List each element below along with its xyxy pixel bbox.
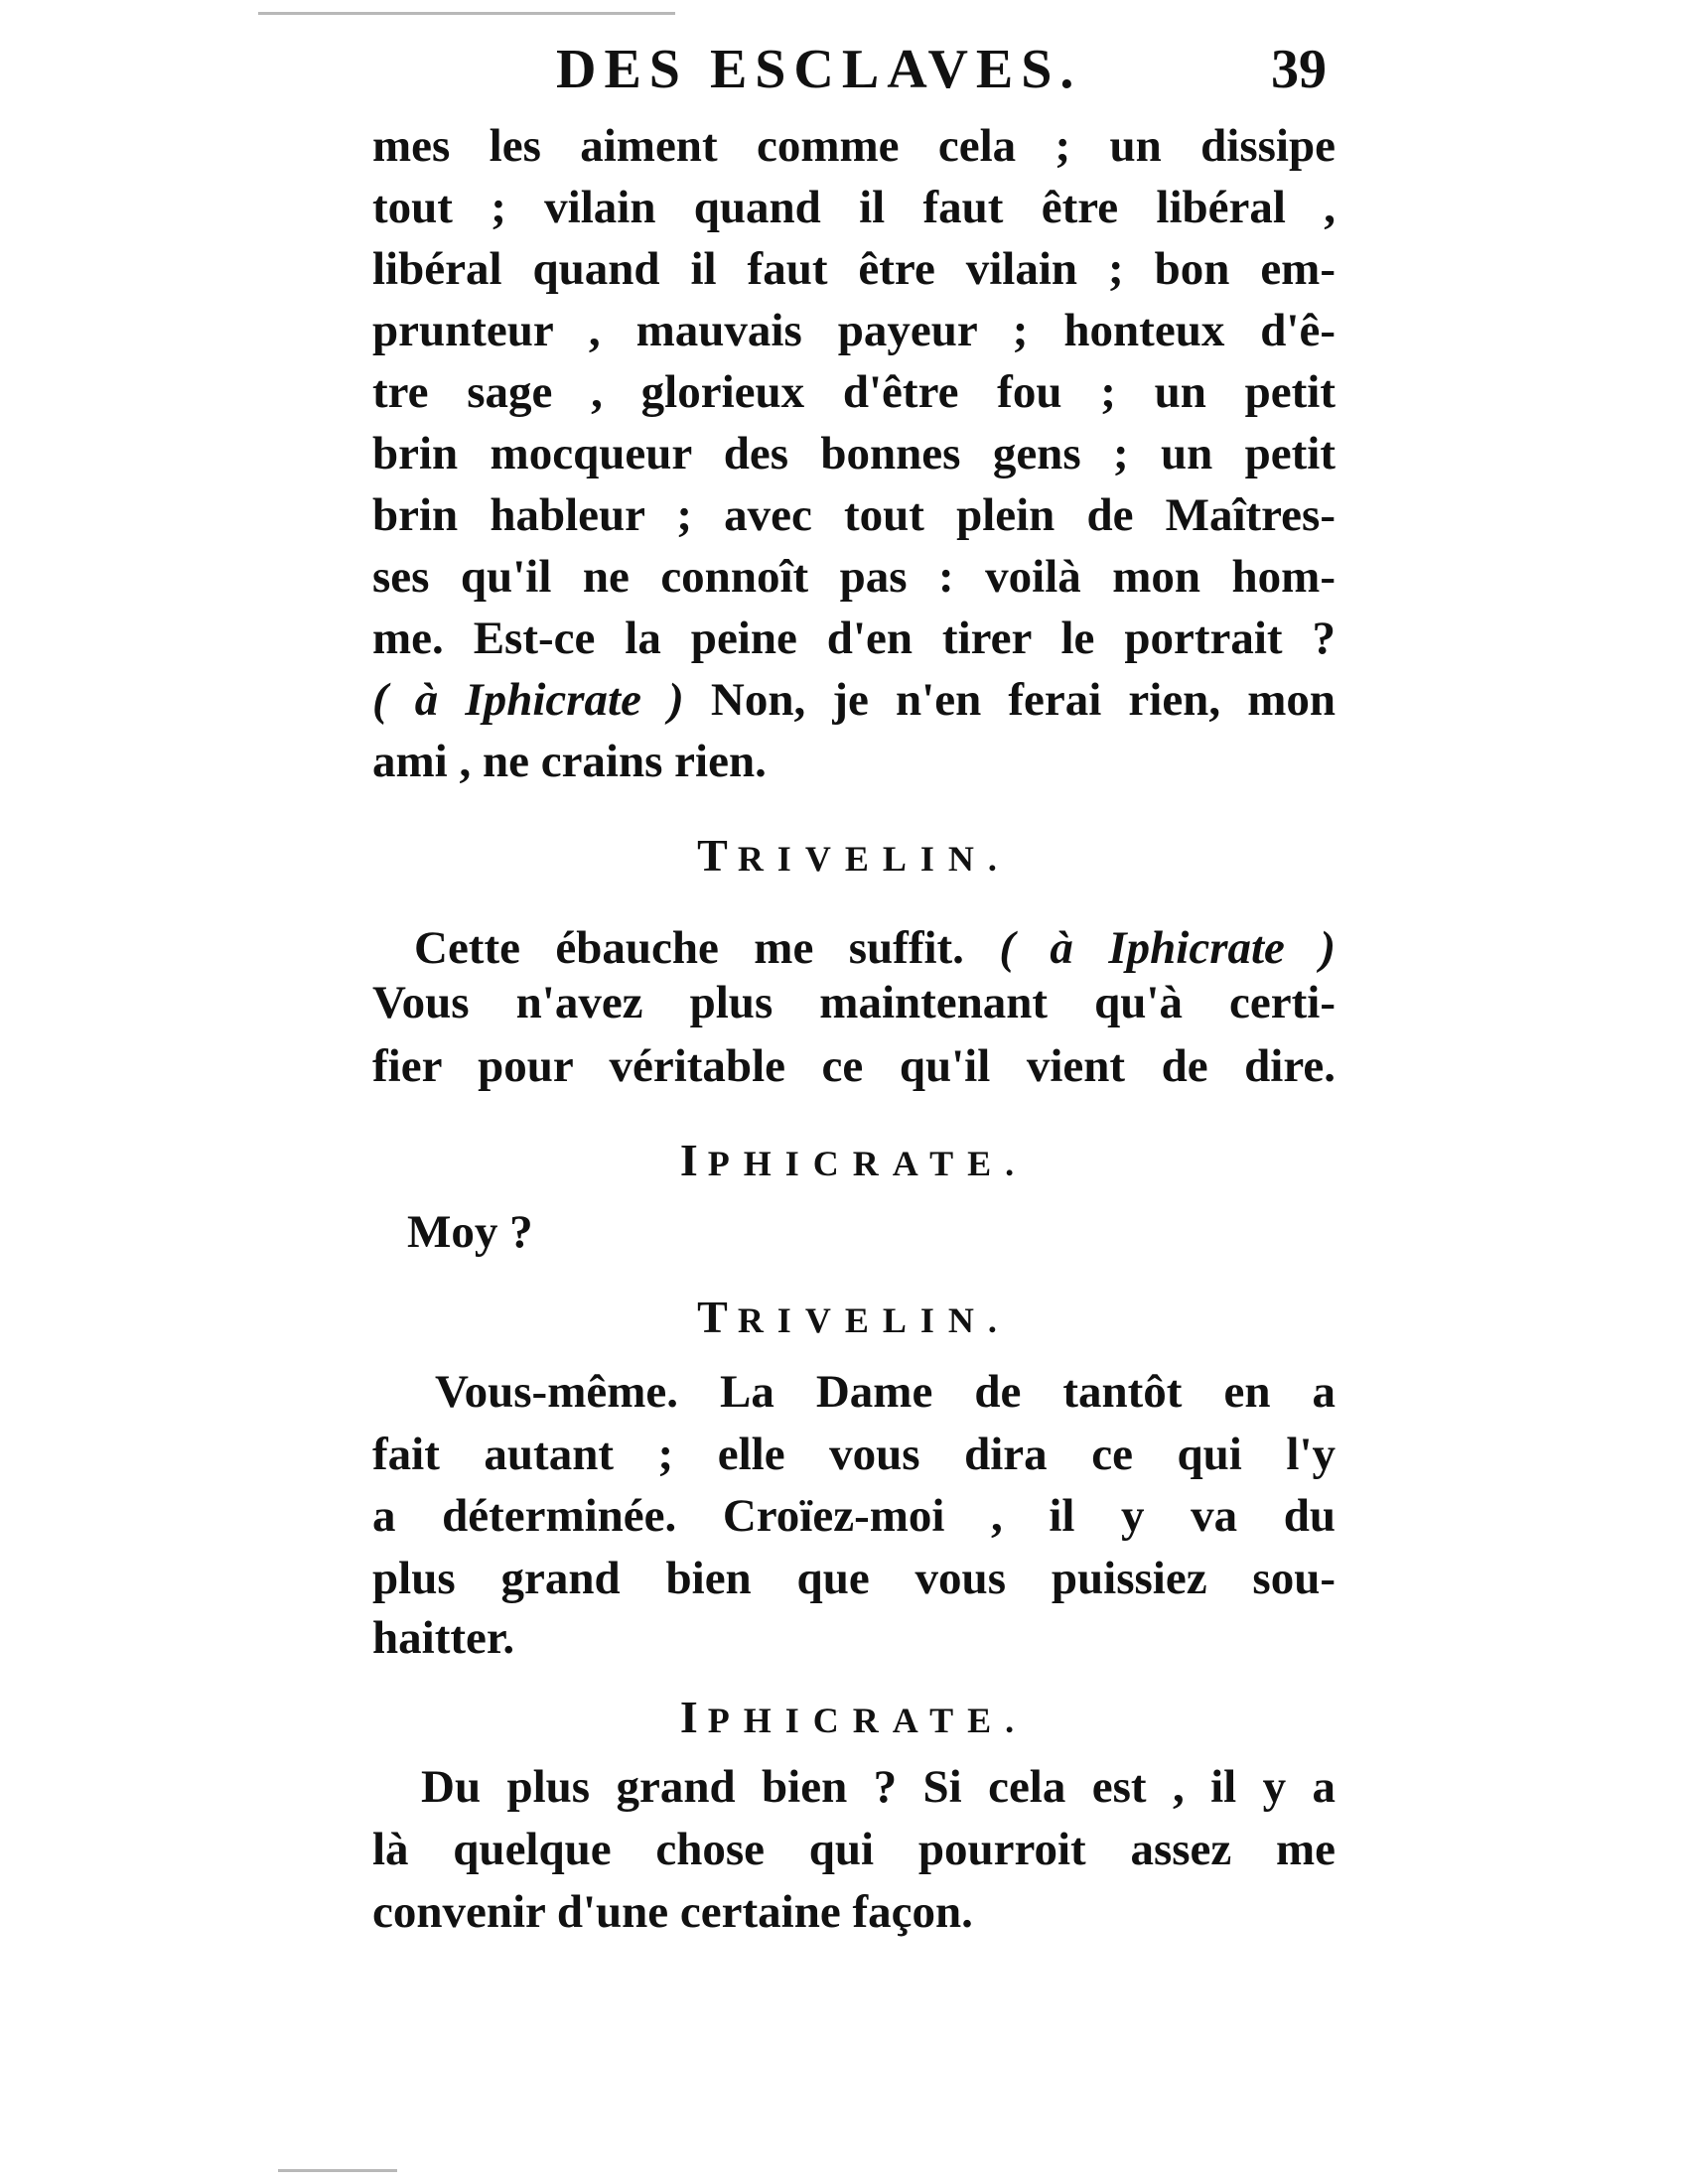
speaker-heading: TRIVELIN. bbox=[697, 1292, 1011, 1342]
text-line: a déterminée. Croïez-moi , il y va du bbox=[372, 1490, 1336, 1542]
speaker-heading: IPHICRATE. bbox=[679, 1692, 1029, 1742]
text-line: ses qu'il ne connoît pas : voilà mon hom- bbox=[372, 551, 1336, 603]
text-line: Du plus grand bien ? Si cela est , il y a bbox=[421, 1761, 1336, 1813]
text-line: haitter. bbox=[372, 1612, 515, 1664]
text-line: me. Est-ce la peine d'en tirer le portrait ? bbox=[372, 613, 1336, 664]
text-line: fier pour véritable ce qu'il vient de dire. bbox=[372, 1040, 1336, 1092]
text-line: mes les aiment comme cela ; un dissipe bbox=[372, 120, 1336, 172]
text-line: brin mocqueur des bonnes gens ; un petit bbox=[372, 428, 1336, 479]
text-line: convenir d'une certaine façon. bbox=[372, 1886, 973, 1938]
speaker-heading: TRIVELIN. bbox=[697, 830, 1011, 881]
text-line: là quelque chose qui pourroit assez me bbox=[372, 1824, 1336, 1875]
text-fragment: Non, je n'en ferai rien, mon bbox=[710, 674, 1336, 726]
stage-direction: ( à Iphicrate ) bbox=[372, 674, 684, 726]
text-line: Moy ? bbox=[407, 1206, 533, 1258]
text-line: tre sage , glorieux d'être fou ; un petit bbox=[372, 366, 1336, 418]
text-line: ami , ne crains rien. bbox=[372, 736, 767, 787]
text-line bbox=[372, 672, 1336, 728]
text-line: Cette ébauche me suffit. ( à Iphicrate ) bbox=[414, 922, 1336, 974]
text-line: plus grand bien que vous puissiez sou- bbox=[372, 1553, 1336, 1604]
text-line: libéral quand il faut être vilain ; bon em- bbox=[372, 243, 1336, 295]
running-title: DES ESCLAVES. bbox=[556, 39, 1082, 100]
text-line: fait autant ; elle vous dira ce qui l'y bbox=[372, 1429, 1336, 1480]
speaker-heading: IPHICRATE. bbox=[679, 1135, 1029, 1185]
text-line: Vous n'avez plus maintenant qu'à certi- bbox=[372, 977, 1336, 1028]
scan-edge-mark bbox=[258, 12, 675, 15]
stage-direction: ( à Iphicrate ) bbox=[999, 922, 1336, 974]
text-line: tout ; vilain quand il faut être libéral , bbox=[372, 182, 1336, 233]
text-line: brin hableur ; avec tout plein de Maîtres- bbox=[372, 489, 1336, 541]
scan-edge-mark bbox=[278, 2169, 397, 2172]
text-line: prunteur , mauvais payeur ; honteux d'ê- bbox=[372, 305, 1336, 356]
page-number: 39 bbox=[1271, 39, 1327, 100]
text-line: Vous-même. La Dame de tantôt en a bbox=[435, 1366, 1336, 1418]
